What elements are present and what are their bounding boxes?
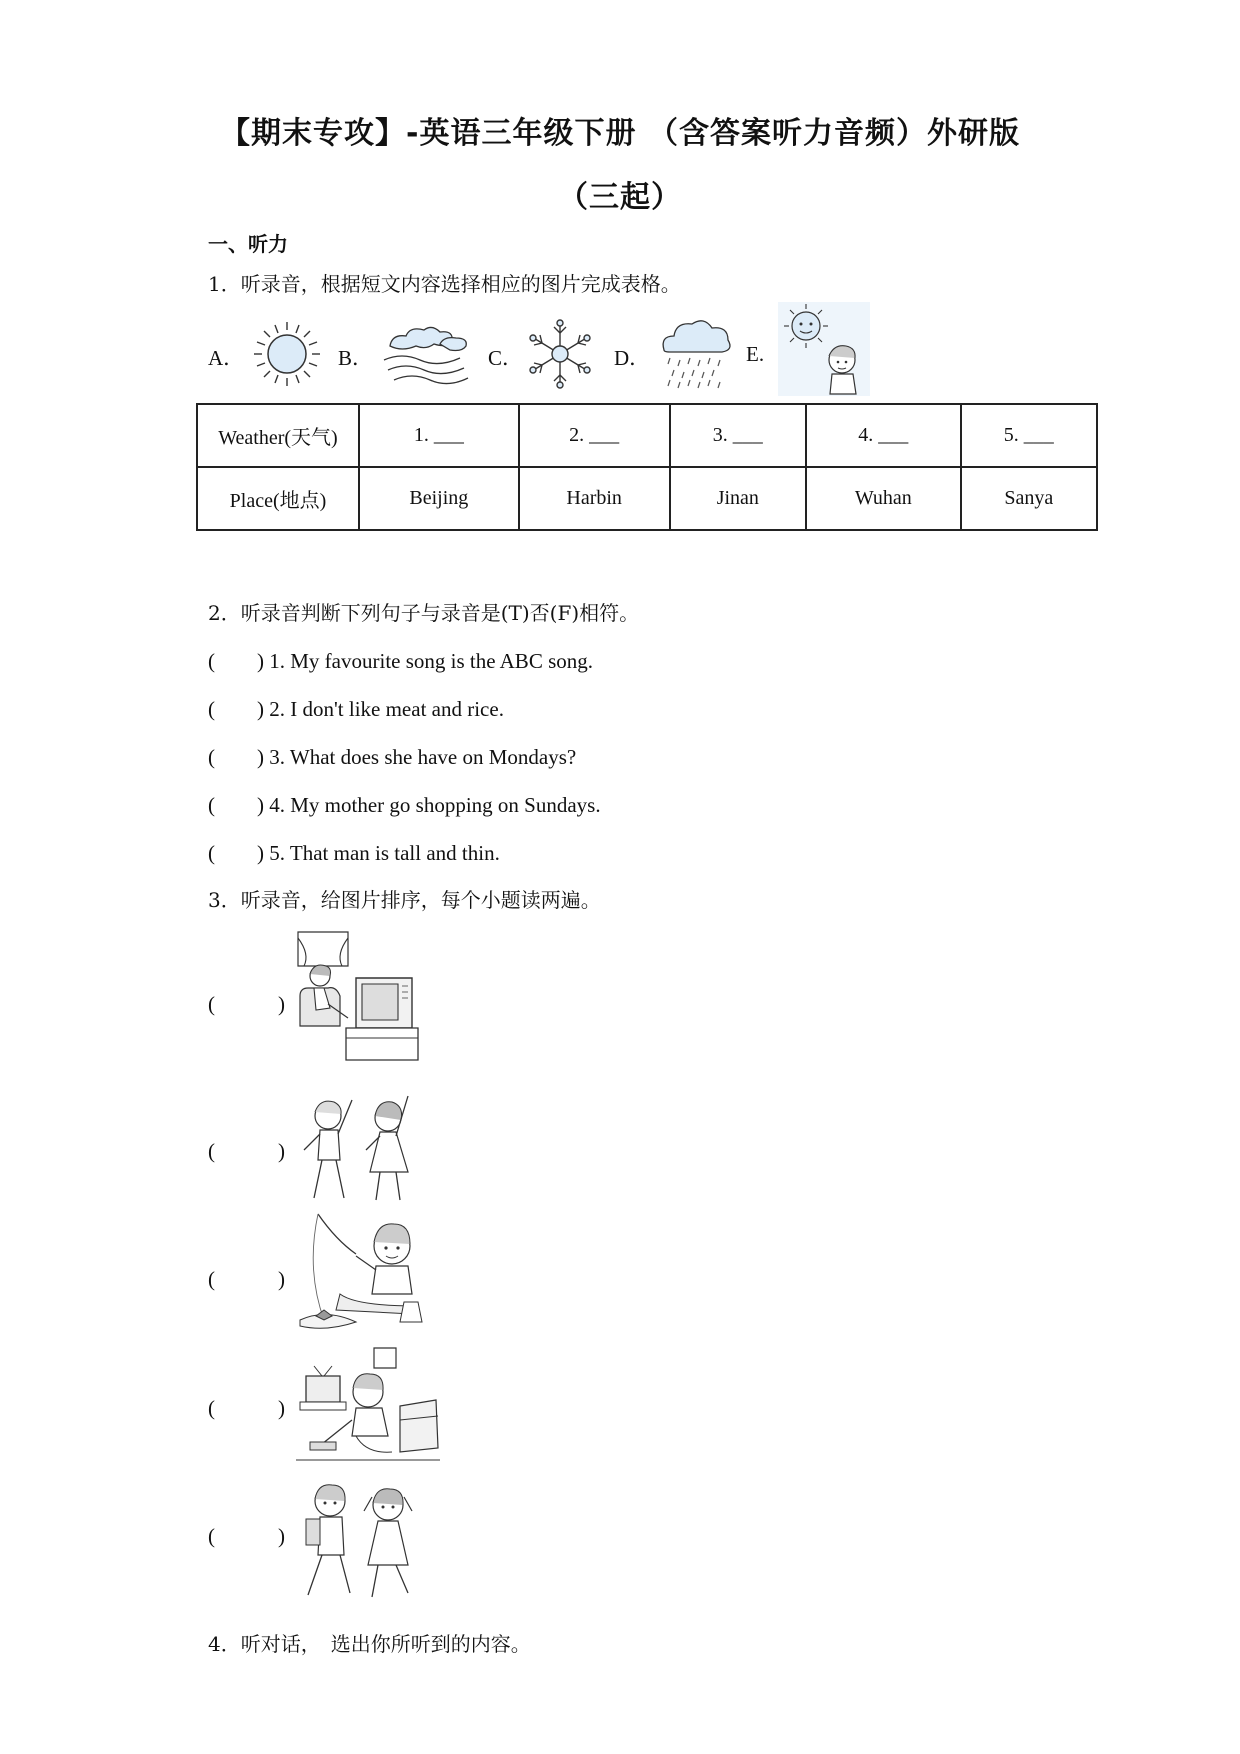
- answer-parentheses[interactable]: ( ): [208, 793, 264, 817]
- place-cell-1: Beijing: [359, 467, 519, 530]
- place-cell-4: Wuhan: [806, 467, 961, 530]
- q2-item-5: [208, 837, 500, 867]
- option-a-label: A．: [208, 346, 245, 370]
- snowflake-icon: [522, 315, 598, 393]
- sun-icon: [248, 318, 326, 390]
- q2-item-text: 5. That man is tall and thin.: [269, 841, 500, 865]
- place-cell-2: Harbin: [519, 467, 670, 530]
- windy-cloud-icon: [380, 322, 472, 388]
- hot-sun-child-icon: [776, 300, 872, 398]
- q2-item-text: 4. My mother go shopping on Sundays.: [269, 793, 601, 817]
- place-cell-3: Jinan: [670, 467, 806, 530]
- place-cell-5: Sanya: [961, 467, 1097, 530]
- q2-item-2: [208, 693, 504, 723]
- boy-cleaning-room-picture: [296, 1344, 440, 1468]
- option-e-label: E.: [746, 342, 765, 366]
- q2-item-text: 3. What does she have on Mondays?: [269, 745, 577, 769]
- option-c-label: C．: [488, 346, 524, 370]
- option-b-label: B．: [338, 346, 374, 370]
- q4-instruction: 4．听对话， 选出你所听到的内容。: [208, 1632, 531, 1656]
- q2-instruction: 2．听录音判断下列句子与录音是(T)否(F)相符。: [208, 601, 640, 625]
- answer-parentheses[interactable]: ( ): [208, 745, 264, 769]
- girl-fishing-picture: [296, 1210, 428, 1334]
- weather-header-cell: Weather(天气): [197, 404, 359, 467]
- q3-answer-parentheses-3[interactable]: ( ): [208, 1267, 285, 1291]
- q1-instruction: 1．听录音，根据短文内容选择相应的图片完成表格。: [208, 272, 681, 296]
- weather-blank-4: 4. ___: [806, 404, 961, 467]
- q2-item-3: [208, 741, 576, 771]
- q2-item-text: 1. My favourite song is the ABC song.: [269, 649, 593, 673]
- answer-parentheses[interactable]: ( ): [208, 841, 264, 865]
- table-row-place: [197, 467, 1097, 530]
- q3-answer-parentheses-5[interactable]: ( ): [208, 1524, 285, 1548]
- section-heading-listening: 一、听力: [208, 232, 288, 256]
- children-exercising-picture: [296, 1090, 424, 1208]
- q3-instruction: 3．听录音，给图片排序，每个小题读两遍。: [208, 888, 601, 912]
- q2-item-4: [208, 789, 601, 819]
- q3-answer-parentheses-2[interactable]: ( ): [208, 1139, 285, 1163]
- weather-blank-2: 2. ___: [519, 404, 670, 467]
- children-running-picture: [296, 1475, 428, 1605]
- weather-blank-5: 5. ___: [961, 404, 1097, 467]
- weather-blank-1: 1. ___: [359, 404, 519, 467]
- option-d-label: D．: [614, 346, 651, 370]
- weather-blank-3: 3. ___: [670, 404, 806, 467]
- answer-parentheses[interactable]: ( ): [208, 649, 264, 673]
- document-title-line1: 【期末专攻】-英语三年级下册 （含答案听力音频）外研版: [220, 116, 1020, 151]
- place-header-cell: Place(地点): [197, 467, 359, 530]
- answer-parentheses[interactable]: ( ): [208, 697, 264, 721]
- child-watching-tv-picture: [296, 930, 420, 1062]
- document-title-line2: （三起）: [558, 180, 682, 215]
- table-row-weather: [197, 404, 1097, 467]
- q3-answer-parentheses-4[interactable]: ( ): [208, 1396, 285, 1420]
- rain-cloud-icon: [656, 316, 734, 390]
- weather-place-table: [196, 403, 1098, 531]
- q2-item-text: 2. I don't like meat and rice.: [269, 697, 504, 721]
- q2-item-1: [208, 645, 593, 675]
- q3-answer-parentheses-1[interactable]: ( ): [208, 992, 285, 1016]
